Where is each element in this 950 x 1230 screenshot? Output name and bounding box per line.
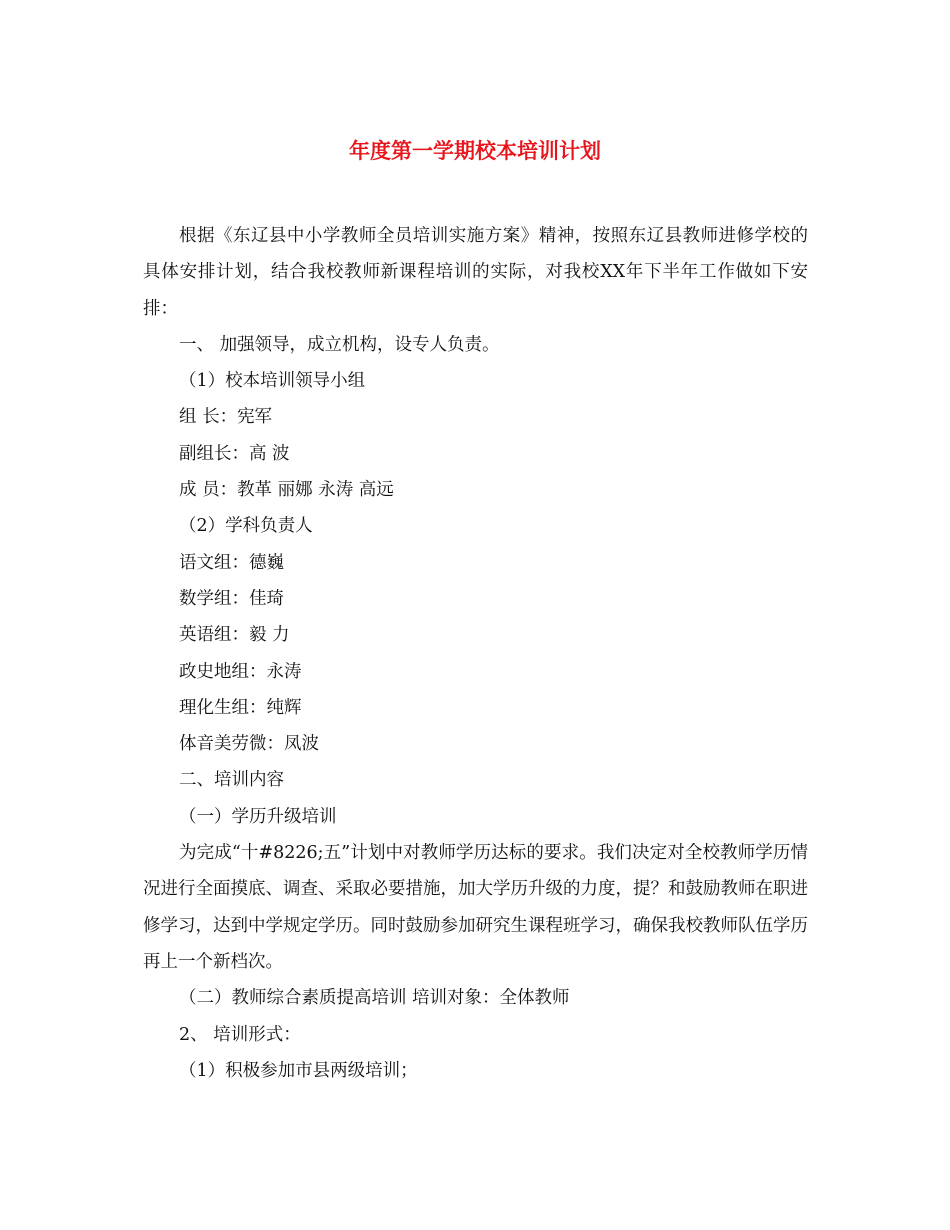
list-item: 政史地组：永涛 [179, 661, 302, 682]
list-item: 理化生组：纯辉 [179, 697, 302, 718]
list-item: 副组长：高 波 [179, 443, 290, 464]
subsection-heading: （2）学科负责人 [179, 516, 313, 537]
subsection-heading: （一）学历升级培训 [179, 806, 337, 827]
body-paragraph: 为完成“十#8226;五”计划中对教师学历达标的要求。我们决定对全校教师学历情况进行全面摸底、调查、采取必要措施，加大学历升级的力度，提？和鼓励教师在职进修学习，达到中学规定学历。同时鼓励参加研究生课程班学习，确保我校教师队伍学历再上一个新档次。 [143, 843, 808, 972]
subsection-heading: （1）校本培训领导小组 [179, 371, 366, 392]
document-body [143, 218, 808, 1089]
section-heading-2: 二、培训内容 [179, 770, 284, 791]
intro-paragraph: 根据《东辽县中小学教师全员培训实施方案》精神，按照东辽县教师进修学校的具体安排计划，结合我校教师新课程培训的实际，对我校XX年下半年工作做如下安排： [143, 226, 808, 319]
list-item: （1）积极参加市县两级培训； [179, 1060, 418, 1081]
section-heading-1: 一、 加强领导，成立机构，设专人负责。 [179, 334, 500, 355]
list-item: 组 长：宪军 [179, 407, 273, 428]
list-item: 成 员：教革 丽娜 永涛 高远 [179, 480, 394, 501]
list-item: 2、 培训形式： [179, 1024, 301, 1045]
list-item: 语文组：德巍 [179, 552, 284, 573]
subsection-heading: （二）教师综合素质提高培训 培训对象：全体教师 [179, 988, 570, 1009]
list-item: 英语组：毅 力 [179, 625, 290, 646]
document-title: 年度第一学期校本培训计划 [349, 139, 601, 163]
list-item: 数学组：佳琦 [179, 588, 284, 609]
list-item: 体音美劳微：凤波 [179, 734, 319, 755]
